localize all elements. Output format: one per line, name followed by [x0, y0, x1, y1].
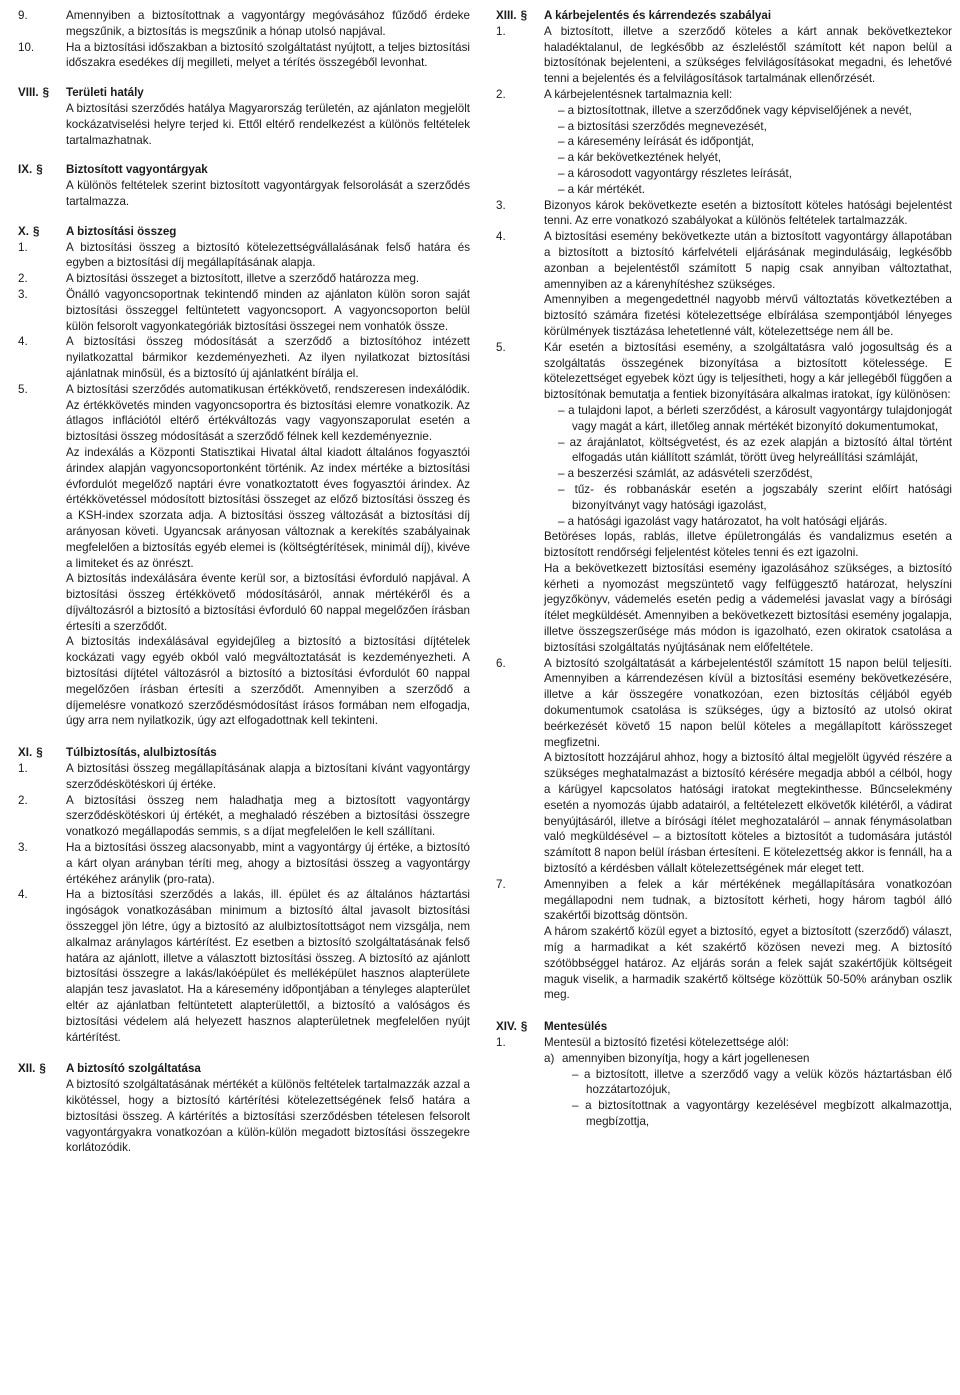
text: 6.: [496, 656, 506, 670]
text: a beszerzési számlát, az adásvételi szerződést,: [567, 467, 813, 481]
text: a kár mértékét.: [567, 182, 645, 196]
list-item: [18, 382, 470, 445]
section-heading: [496, 8, 952, 24]
text: A biztosítási összeg megállapításának alapja a biztosítani kívánt vagyontárgy szerződéskötéskori új értéke.: [66, 762, 470, 791]
section-sign: §: [36, 746, 43, 760]
section-sign: §: [32, 224, 40, 238]
right-column: [496, 8, 952, 1130]
text: A biztosított, illetve a szerződő köteles a kárt annak bekövetkeztekor haladéktalanul, de legkésőbb az észleléstől számított két napon belül a biztosítónak bejelenteni, a szükséges felvilágosításokat megadni, és lehetővé tenni a bejelentés és a felvilágosítások tartalmának ellenőrzését.: [544, 24, 952, 86]
left-column: [18, 8, 470, 1156]
text: a biztosítási szerződés megnevezését,: [567, 119, 767, 133]
section-sign: §: [520, 9, 528, 22]
text: A biztosítási összeg: [66, 224, 177, 238]
text: A kárbejelentésnek tartalmaznia kell:: [544, 87, 733, 101]
section-sum-insured: [18, 224, 470, 730]
dash-item: – a káresemény leírását és időpontját,: [558, 135, 754, 149]
text: Amennyiben a felek a kár mértékének megállapítására vonatkozóan megállapodni nem tudnak, a biztosított kérheti, hogy három tagból álló szakértői bizottság döntsön.: [544, 877, 952, 923]
text: 2.: [18, 793, 28, 807]
text: Amennyiben a biztosítottnak a vagyontárgy megóvásához fűződő érdeke megszűnik, a biztosítás is megszűnik a hónap utolsó napjával.: [66, 9, 470, 38]
paragraph: Ha a bekövetkezett biztosítási esemény igazolásához szükséges, a biztosító kérheti a nyomozást megszüntető vagy felfüggesztő határozat, helyszíni jegyzőkönyv, vádemelés esetén pedig a vádemelési javaslat vagy a bírósági ítélet megküldését. Amennyiben a bekövetkezett biztosítási esemény jogalapja, illetve összegszerűsége más módon is igazolható, ezen okiratok csatolása a biztosítási szolgáltatás nyújtásának nem előfeltétele.: [544, 561, 952, 654]
dash-item: – a biztosított, illetve a szerződő vagy a velük közös háztartásban élő hozzátartozójuk,: [572, 1067, 952, 1097]
text: Ha a biztosítási összeg alacsonyabb, mint a vagyontárgy új értéke, a biztosító a kárt olyan arányban téríti meg, ahogy a biztosítási összeg a vagyontárgy értékéhez aránylik (pro-rata).: [66, 841, 470, 886]
text: 7.: [496, 877, 506, 891]
section-sign: §: [36, 163, 43, 177]
section-heading: [18, 162, 470, 178]
list-item: [496, 229, 952, 292]
section-heading: [18, 1061, 470, 1077]
text: az árajánlatot, költségvetést, és az ezek alapján a biztosító által történt elfogadás után kiállított számlát, törött üveg helyreállítási számláját,: [569, 435, 952, 465]
text: a biztosított, illetve a szerződő vagy a velük közös háztartásban élő hozzátartozójuk,: [583, 1067, 952, 1097]
dash-item: – a biztosítottnak a vagyontárgy kezelésével megbízott alkalmazottja, megbízottja,: [572, 1099, 952, 1128]
text: A biztosító szolgáltatását a kárbejelentéstől számított 15 napon belül teljesíti. Amennyiben a kárrendezésen kívül a biztosítási esemény bekövetkezésére, illetve a kár összegére vonatkozóan, ezen biztosítás céljából egyéb dokumentumok csatolása is szükséges, úgy a biztosító az utolsó okirat beérkezését követő 15 napon belül köteles a megállapított kárösszeget megfizetni.: [544, 656, 952, 749]
text: A biztosítási összeg a biztosító kötelezettségvállalásának felső határa és egyben a biztosítási díj megállapításának alapja.: [66, 240, 470, 270]
list-item: [496, 340, 952, 403]
text: a károsodott vagyontárgy részletes leírását,: [567, 166, 792, 180]
text: Kár esetén a biztosítási esemény, a szolgáltatásra való jogosultság és a szolgáltatás összegének bizonyítása a biztosított kötelessége. E kötelezettséget egyebek közt úgy is teljesítheti, hogy a kár jellegéből függően a biztosítónak bemutatja a fentiek bizonyítására alkalmas iratokat, így különösen:: [544, 340, 952, 402]
text: IX.: [18, 163, 33, 177]
section-over-under-insurance: [18, 745, 470, 1045]
text: 4.: [18, 888, 28, 902]
list-item: [18, 793, 470, 840]
text: a káresemény leírását és időpontját,: [567, 135, 754, 149]
dash-item: – a biztosítási szerződés megnevezését,: [558, 119, 767, 133]
dash-item: – az árajánlatot, költségvetést, és az ezek alapján a biztosító által történt elfogadás után kiállított számlát, törött üveg helyreállítási számláját,: [558, 435, 952, 465]
text: Ha a biztosítási időszakban a biztosító szolgáltatást nyújtott, a teljes biztosítási időszakra esedékes díj megilleti, melyet a térítés összegéből levonhat.: [66, 40, 470, 70]
section-territorial-scope: [18, 85, 470, 148]
section-heading: [18, 85, 470, 101]
text: Területi hatály: [66, 86, 144, 100]
text: Mentesülés: [544, 1020, 608, 1034]
text: A biztosítási szerződés automatikusan értékkövető, rendszeresen indexálódik. Az értékkövetés minden vagyoncsoportra és biztosítási elemre vonatkozik. Az átlagos inflációtól eltérő értékváltozás vagy vagyonszaporulat esetén a biztosítási összeg módosítását a szerződő félnek kell kezdeményeznie.: [66, 382, 470, 444]
list-item: [496, 198, 952, 230]
dash-item: – a kár mértékét.: [558, 182, 645, 196]
text: a biztosítottnak, illetve a szerződőnek vagy képviselőjének a nevét,: [567, 103, 912, 117]
text: Túlbiztosítás, alulbiztosítás: [66, 746, 217, 760]
dash-item: – a tulajdoni lapot, a bérleti szerződést, a károsult vagyontárgy tulajdonjogát vagy magát a kárt, illetőleg annak mértékét bizonyító dokumentumokat,: [558, 403, 952, 433]
text: A biztosító szolgáltatása: [66, 1062, 201, 1076]
text: 5.: [496, 340, 506, 354]
section-heading: [18, 224, 470, 240]
section-insured-items: [18, 162, 470, 209]
text: XII.: [18, 1062, 36, 1076]
list-item: [18, 240, 470, 272]
text: A különös feltételek szerint biztosított vagyontárgyak felsorolását a szerződés tartalmazza.: [66, 179, 470, 208]
text: 5.: [18, 382, 28, 396]
paragraph: A biztosított hozzájárul ahhoz, hogy a biztosító által megjelölt ügyvéd részére a szükséges meghatalmazást a biztosító kérésére megadja abból a célból, hogy a kárügyel kapcsolatos hatósági iratokat megtekinthesse. Bűncselekmény esetén a nyomozás újabb adatairól, a feltételezett elkövetők kilétéről, a vádirat benyújtásáról, illetve a bírósági ítélet meghozataláról – annak fénymásolatban való megküldésével – a biztosított köteles a biztosítót a tudomására jutástól számított 8 napon belül írásban értesíteni. E kötelezettség akkor is fennáll, ha a biztosító a kérdésben vállalt kötelezettségének már eleget tett.: [544, 751, 952, 876]
sub-item: [544, 1051, 952, 1067]
paragraph: A biztosítás indexálásával egyidejűleg a biztosító a biztosítási díjtételek kockázati vagy egyéb okból való megváltoztatását is kezdeményezheti. A biztosítási díjtétel változásról a biztosító a biztosítási évfordulót 60 nappal megelőzően írásban értesíti a szerződőt. Amennyiben a szerződő a díjemelésre vonatkozó szerződésmódosítást írásos formában nem elfogadja, úgy arra nem nyilatkozik, úgy azt elfogadottnak kell tekinteni.: [66, 635, 470, 728]
paragraph: Betöréses lopás, rablás, illetve épületrongálás és vandalizmus esetén a biztosított rendőrségi feljelentést köteles tenni és ezt igazolni.: [544, 530, 952, 560]
list-item: [496, 656, 952, 751]
text: A biztosítási összeget a biztosított, illetve a szerződő határozza meg.: [66, 272, 420, 286]
text: Ha a biztosítási szerződés a lakás, ill. épület és az általános háztartási ingóságok vonatkozásában minimum a biztosító által javasolt biztosítási összeggel jön létre, úgy a biztosító az alulbiztosítottságot nem vizsgálja, nem alkalmaz aránylagos kártérítést. Ez esetben a biztosító szolgáltatásának felső határa az ajánlott, illetve a választott biztosítási összeg. A biztosító az ajánlott biztosítási összegre a lakás/lakóépület és melléképület hasznos alapterülete alapján tesz javaslatot. Ha a káresemény időpontjában a tényleges alapterület eltér az ajánlatban feltüntetett alapterülettől, a biztosító a valóságos és biztosítási védelem alá helyezett hasznos alapterületnek megfelelően nyújt kártérítést.: [66, 888, 470, 1044]
text: 1.: [496, 24, 506, 38]
text: A biztosítási esemény bekövetkezte után a biztosított vagyontárgy állapotában a biztosított a biztosító kárfelvételi eljárásának megindulásáig, legkésőbb azonban a bejelentéstől számított 5 napig csak annyiban változtathat, amennyiben az a kárenyhítéshez szükséges.: [544, 230, 952, 291]
paragraph: Amennyiben a megengedettnél nagyobb mérvű változtatás következtében a biztosító számára fizetési kötelezettsége elbírálása szempontjából lényeges körülmények tisztázása lehetetlenné vált, kötelezettsége nem áll be.: [544, 293, 952, 338]
list-item: [496, 1035, 952, 1051]
text: XI.: [18, 746, 33, 760]
text: 4.: [496, 230, 506, 244]
dash-item: – a károsodott vagyontárgy részletes leírását,: [558, 166, 792, 180]
paragraph: A biztosítás indexálására évente kerül sor, a biztosítási évforduló napjával. A biztosítási összeg értékkövető módosításáról, annak mértékéről és a díjváltozásról a biztosító a biztosítási évforduló 60 nappal megelőzően írásban értesíti a szerződőt.: [66, 572, 470, 633]
text: Bizonyos károk bekövetkezte esetén a biztosított köteles hatósági bejelentést tenni. Az erre vonatkozó szabályokat a különös feltételek tartalmazzák.: [544, 198, 952, 228]
section-sign: §: [520, 1020, 528, 1034]
dash-item: – a kár bekövetkeztének helyét,: [558, 151, 722, 165]
list-item: [18, 8, 470, 40]
text: A biztosítási összeg módosítását a szerződő a biztosítóhoz intézett nyilatkozattal bármikor kezdeményezheti. Az ilyen nyilatkozat biztosítási ajánlatnak minősül, és a biztosító új ajánlatként bírálja el.: [66, 335, 470, 380]
list-item: [18, 761, 470, 793]
section-sign: §: [39, 1062, 46, 1076]
text: 1.: [496, 1036, 506, 1049]
text: 3.: [18, 287, 28, 301]
text: A biztosító szolgáltatásának mértékét a különös feltételek tartalmazzák azzal a kikötéssel, hogy a biztosító kártérítési kötelezettségének felső határa a biztosítási összeg. A kártérítés a biztosítási szerződésben tételesen felsorolt vagyontárgyakra vonatkozóan a külön-külön megadott biztosítási összegekre korlátozódik.: [66, 1078, 470, 1155]
text: 3.: [18, 841, 28, 855]
text: 1.: [18, 762, 28, 776]
dash-item: – a beszerzési számlát, az adásvételi szerződést,: [558, 467, 813, 481]
list-item: [496, 877, 952, 924]
list-item: [18, 334, 470, 381]
text: XIV.: [496, 1020, 517, 1034]
text: VIII.: [18, 86, 39, 100]
text: a hatósági igazolást vagy határozatot, ha volt hatósági eljárás.: [567, 514, 888, 528]
section-exemption: [496, 1019, 952, 1130]
text: a tulajdoni lapot, a bérleti szerződést, a károsult vagyontárgy tulajdonjogát vagy magát a kárt, illetőleg annak mértékét bizonyító dokumentumokat,: [568, 403, 952, 433]
list-item: [18, 40, 470, 72]
dash-item: – a hatósági igazolást vagy határozatot, ha volt hatósági eljárás.: [558, 514, 888, 528]
text: Biztosított vagyontárgyak: [66, 163, 208, 177]
text: X.: [18, 224, 29, 238]
text: a): [544, 1051, 555, 1065]
text: a biztosítottnak a vagyontárgy kezelésével megbízott alkalmazottja, megbízottja,: [585, 1099, 952, 1128]
paragraph: Az indexálás a Központi Statisztikai Hivatal által kiadott általános fogyasztói árindex alapján vagyoncsoportonként történik. Az index mértéke a biztosítási évfordulót megelőző naptári évre vonatkoztatott éves fogyasztói árindex. Az értékkövetéssel módosított biztosítási összeget az előző biztosítási összeg és a KSH-index szorzata adja. A biztosítási összeg változását a biztosítási díj arányosan követi. Ugyancsak arányosan változnak a kerekítés szabályainak megfelelően a biztosítás egyéb elemei is (költségtérítések, minimál díj), kivéve a limiteket és az önrészt.: [66, 445, 470, 570]
text: 10.: [18, 40, 35, 54]
text: A biztosítási szerződés hatálya Magyarország területén, az ajánlaton megjelölt kockázatviselési helyre terjed ki. Ettől eltérő rendelkezést a különös feltételek tartalmazhatnak.: [66, 101, 470, 147]
dash-item: – a biztosítottnak, illetve a szerződőnek vagy képviselőjének a nevét,: [558, 103, 912, 117]
list-item: [496, 87, 952, 103]
text: 2.: [18, 272, 28, 286]
list-item: [18, 887, 470, 1045]
text: Önálló vagyoncsoportnak tekintendő minden az ajánlaton külön soron saját biztosítási összeggel feltüntetett vagyoncsoport. A vagyoncsoporton belül külön felsorolt vagyonkategóriák biztosítási összegei nem vonhatók össze.: [66, 287, 470, 333]
text: 1.: [18, 240, 28, 254]
paragraph: A három szakértő közül egyet a biztosító, egyet a biztosított (szerződő) választ, míg a harmadikat a két szakértő közösen nevezi meg. A biztosító szótöbbséggel határoz. Az eljárás során a felek saját szakértőjük költségeit maguk viselik, a harmadik szakértő költsége közöttük 50-50% arányban oszlik meg.: [544, 925, 952, 1002]
list-item: [18, 840, 470, 887]
text: 9.: [18, 9, 28, 22]
text: XIII.: [496, 9, 517, 22]
text: tűz- és robbanáskár esetén a jogszabály szerint előírt hatósági bizonyítványt vagy hatósági igazolást,: [572, 482, 952, 512]
text: a kár bekövetkeztének helyét,: [567, 151, 722, 165]
section-claims: [496, 8, 952, 1003]
section-heading: [18, 745, 470, 761]
section-heading: [496, 1019, 952, 1035]
text: Mentesül a biztosító fizetési kötelezettsége alól:: [544, 1036, 789, 1049]
list-item: [496, 24, 952, 87]
text: 3.: [496, 198, 506, 212]
text: A biztosítási összeg nem haladhatja meg a biztosított vagyontárgy szerződéskötéskori új értékét, a meghaladó részében a biztosítási összegre vonatkozó megállapodás semmis, s a díjat megfelelően le kell szállítani.: [66, 793, 470, 839]
text: 2.: [496, 87, 506, 101]
dash-item: – tűz- és robbanáskár esetén a jogszabály szerint előírt hatósági bizonyítványt vagy hatósági igazolást,: [558, 482, 952, 512]
text: A kárbejelentés és kárrendezés szabályai: [544, 9, 772, 22]
document-page: [18, 8, 952, 1388]
section-sign: §: [42, 86, 50, 100]
text: 4.: [18, 335, 28, 349]
list-item: [18, 271, 470, 287]
section-insurer-service: [18, 1061, 470, 1156]
list-item: [18, 287, 470, 334]
text: amennyiben bizonyítja, hogy a kárt jogellenesen: [562, 1051, 810, 1065]
